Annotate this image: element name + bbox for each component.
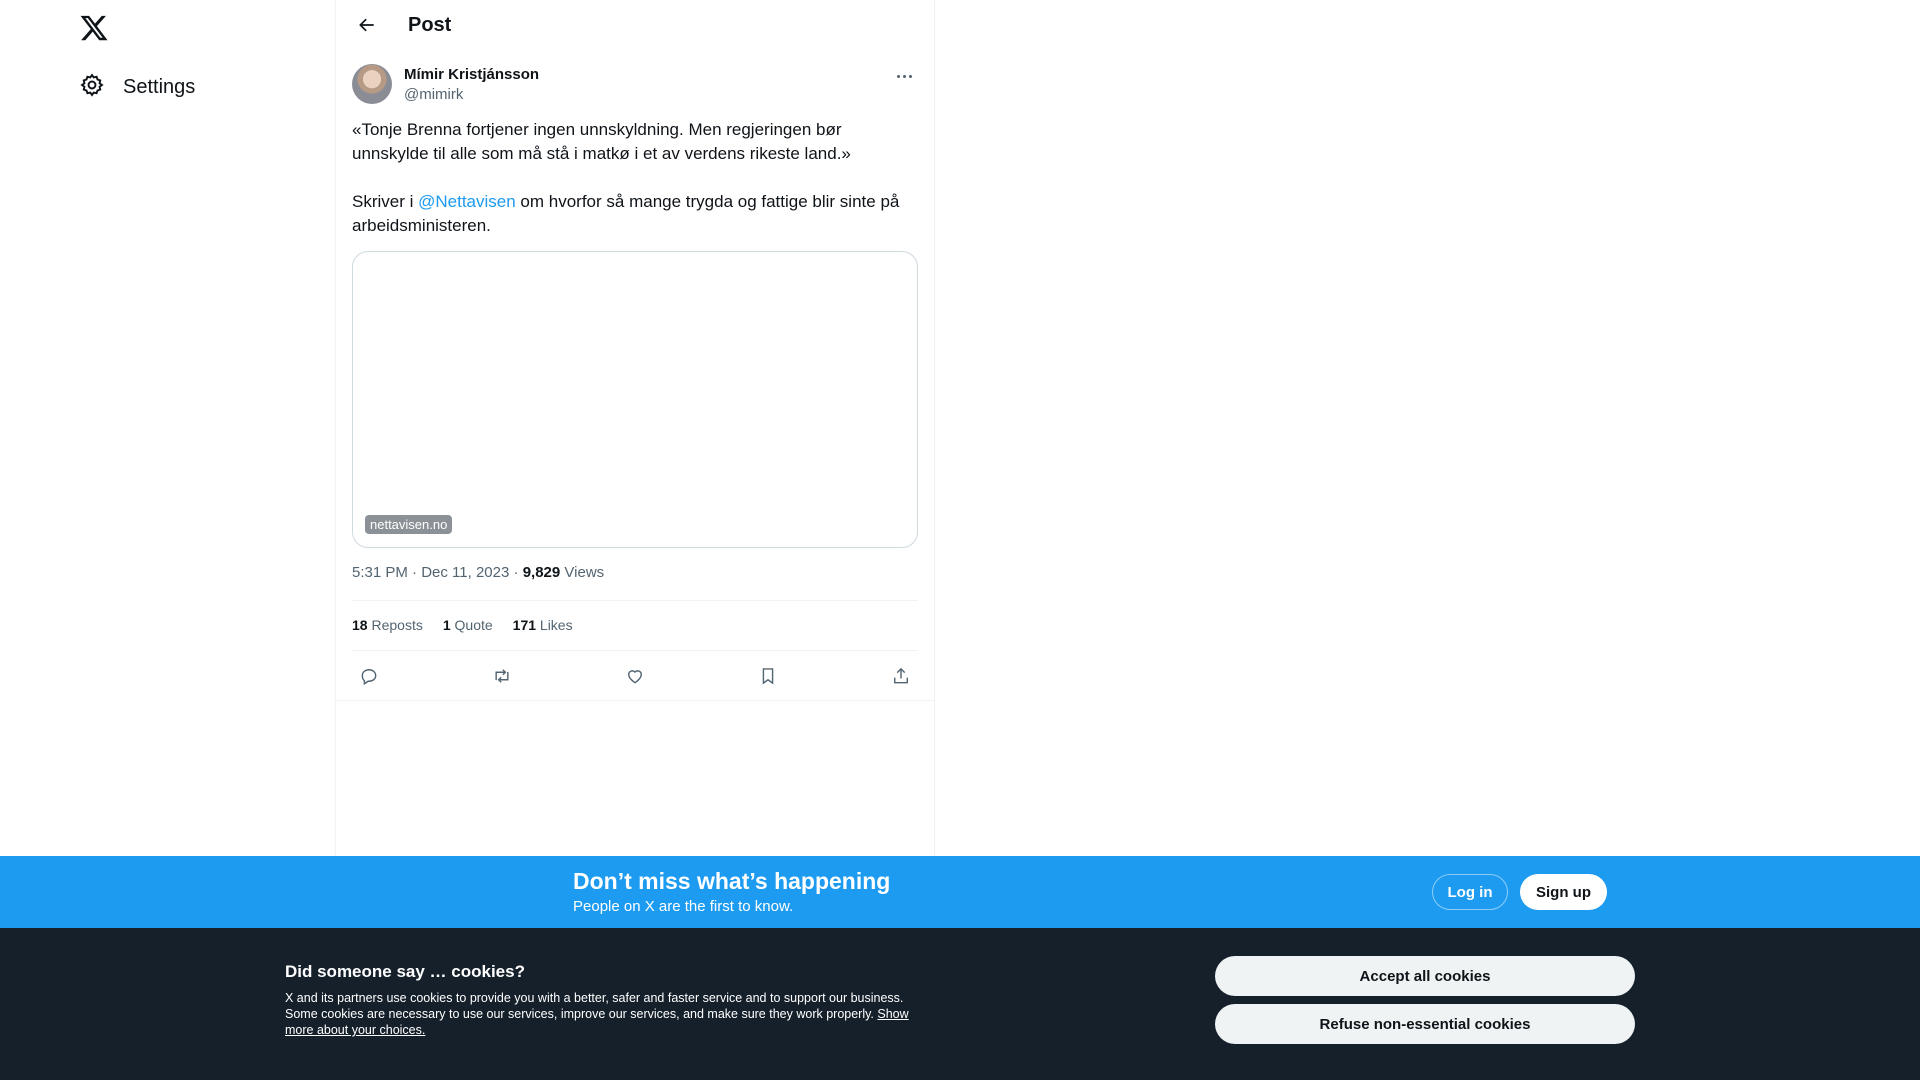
post-author <box>352 64 918 106</box>
reposts-label: Reposts <box>371 617 423 633</box>
card-domain: nettavisen.no <box>365 515 452 534</box>
views-label: Views <box>564 564 605 581</box>
post-date[interactable]: Dec 11, 2023 <box>421 564 510 581</box>
reposts-count: 18 <box>352 617 368 633</box>
bookmark-button[interactable] <box>751 664 785 692</box>
more-options-button[interactable] <box>890 66 918 86</box>
divider <box>352 650 918 651</box>
login-button[interactable]: Log in <box>1432 874 1508 910</box>
share-icon <box>891 666 911 691</box>
post-text-prefix: Skriver i <box>352 192 419 211</box>
post-meta <box>352 564 604 581</box>
page-title: Post <box>408 14 452 36</box>
post-time[interactable]: 5:31 PM <box>352 564 408 581</box>
meta-separator: · <box>412 564 418 581</box>
author-name[interactable]: Mímir Kristjánsson <box>404 66 540 83</box>
divider <box>352 600 918 601</box>
quotes-count: 1 <box>442 617 451 633</box>
reposts-stat[interactable] <box>352 617 423 633</box>
banner-subtitle: People on X are the first to know. <box>573 898 794 915</box>
post-text <box>352 118 918 262</box>
x-logo-icon[interactable] <box>79 13 109 43</box>
post-stats <box>352 617 573 633</box>
cookie-consent <box>0 928 1920 1080</box>
link-card[interactable] <box>352 251 918 548</box>
arrow-left-icon <box>357 15 377 40</box>
bookmark-icon <box>758 666 778 691</box>
reply-button[interactable] <box>352 664 386 692</box>
quotes-stat[interactable] <box>443 617 493 633</box>
post-text-paragraph-1: «Tonje Brenna fortjener ingen unnskyldning. Men regjeringen bør unnskylde til alle som må stå i matkø i et av verdens rikeste land.» <box>352 120 851 163</box>
accept-cookies-button[interactable]: Accept all cookies <box>1215 956 1635 996</box>
back-button[interactable] <box>350 10 384 44</box>
cookie-text <box>285 990 925 1038</box>
header <box>336 0 934 54</box>
repost-button[interactable] <box>485 664 519 692</box>
reply-icon <box>359 666 379 691</box>
refuse-cookies-button[interactable]: Refuse non-essential cookies <box>1215 1004 1635 1044</box>
like-button[interactable] <box>618 664 652 692</box>
like-icon <box>625 666 645 691</box>
divider <box>336 700 934 701</box>
gear-icon <box>79 72 105 103</box>
avatar[interactable] <box>352 64 392 104</box>
cookie-choices-link[interactable]: Show more about your choices. <box>285 1007 909 1037</box>
quotes-label: Quote <box>454 617 493 633</box>
signup-banner <box>0 856 1920 928</box>
nav-item-settings[interactable] <box>79 70 195 104</box>
more-dots-icon <box>903 75 906 78</box>
likes-count: 171 <box>512 617 537 633</box>
post-text-paragraph-2 <box>352 190 918 238</box>
author-handle[interactable]: @mimirk <box>404 86 464 103</box>
post-actions <box>352 664 918 692</box>
share-button[interactable] <box>884 664 918 692</box>
likes-label: Likes <box>539 617 573 633</box>
meta-separator: · <box>513 564 519 581</box>
more-dots-icon <box>897 75 900 78</box>
banner-title: Don’t miss what’s happening <box>573 868 891 894</box>
more-dots-icon <box>909 75 912 78</box>
post-text-suffix: om hvorfor så mange trygda og fattige blir sinte på arbeidsministeren. <box>352 192 900 235</box>
signup-button[interactable]: Sign up <box>1520 874 1607 910</box>
repost-icon <box>492 666 512 691</box>
likes-stat[interactable] <box>513 617 573 633</box>
mention-link[interactable]: @Nettavisen <box>418 192 516 211</box>
nav-item-settings-label: Settings <box>123 75 196 98</box>
views-count: 9,829 <box>522 564 561 581</box>
cookie-title: Did someone say … cookies? <box>285 962 525 981</box>
cookie-body: X and its partners use cookies to provide you with a better, safer and faster service and to support our business. Some cookies are necessary to use our services, improve our services, and make sure they work properly. <box>285 991 904 1021</box>
